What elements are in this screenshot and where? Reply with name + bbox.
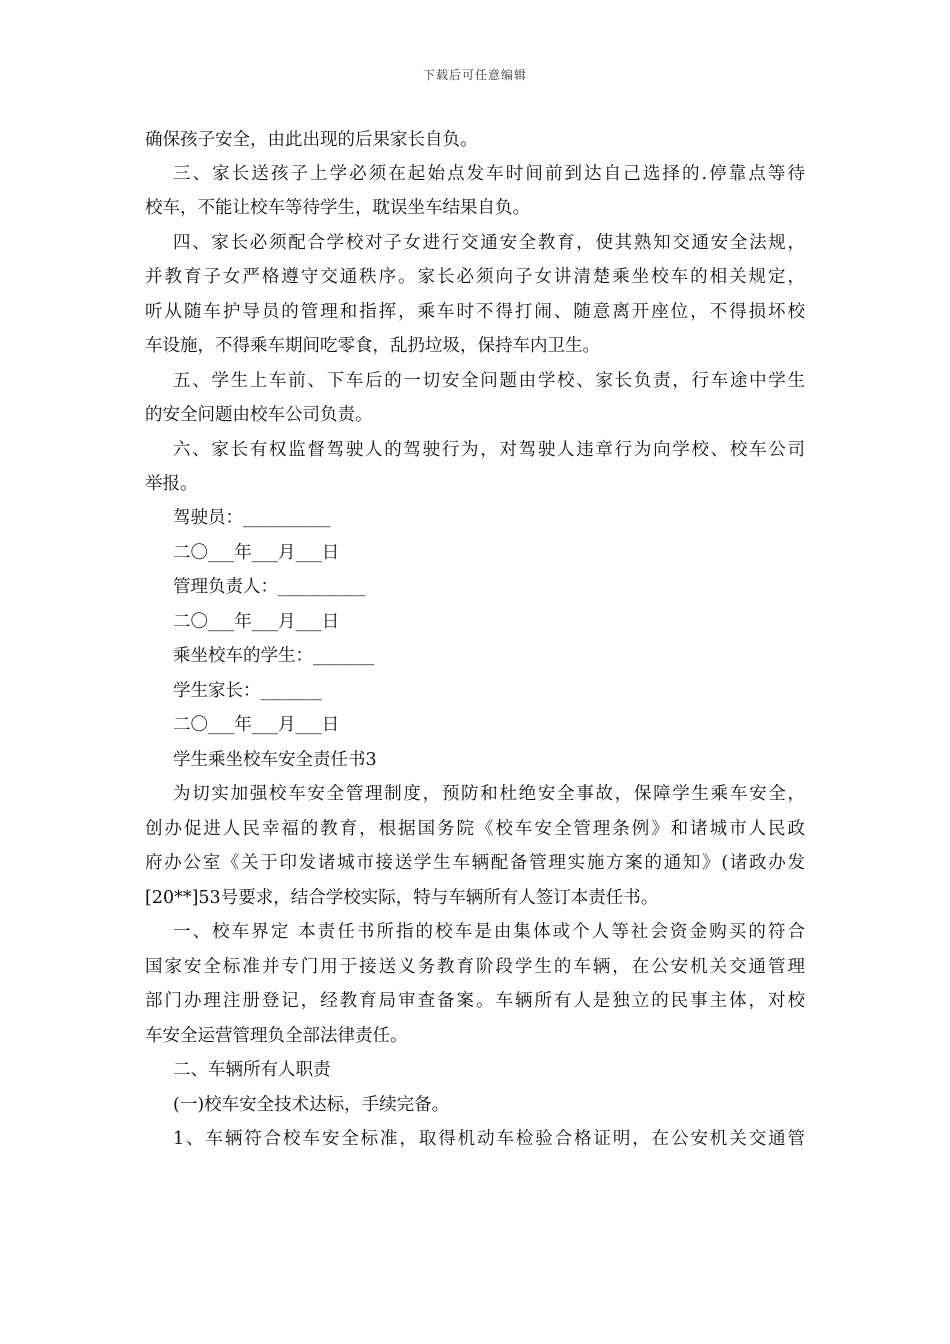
text-line: 并教育子女严格遵守交通秩序。家长必须向子女讲清楚乘坐校车的相关规定，: [145, 267, 805, 287]
text-line: 的安全问题由校车公司负责。: [145, 405, 373, 425]
date-line: 二〇___年___月___日: [173, 612, 340, 632]
text-line: 校车，不能让校车等待学生，耽误坐车结果自负。: [145, 198, 530, 218]
text-line: [20**]53号要求，结合学校实际，特与车辆所有人签订本责任书。: [145, 888, 659, 908]
text-line: 车设施，不得乘车期间吃零食，乱扔垃圾，保持车内卫生。: [145, 336, 600, 356]
signature-driver: 驾驶员：__________: [173, 508, 331, 528]
text-line: 一、校车界定 本责任书所指的校车是由集体或个人等社会资金购买的符合: [173, 922, 805, 942]
page-header-note: 下载后可任意编辑: [422, 68, 527, 82]
text-line: 五、学生上车前、下车后的一切安全问题由学校、家长负责，行车途中学生: [173, 371, 805, 391]
date-line: 二〇___年___月___日: [173, 543, 340, 563]
subsection-title: 二、车辆所有人职责: [173, 1060, 331, 1080]
text-line: 听从随车护导员的管理和指挥，乘车时不得打闹、随意离开座位，不得损坏校: [145, 302, 805, 322]
text-line: 车安全运营管理负全部法律责任。: [145, 1026, 408, 1046]
text-line: 国家安全标准并专门用于接送义务教育阶段学生的车辆，在公安机关交通管理: [145, 957, 805, 977]
text-line: 确保孩子安全，由此出现的后果家长自负。: [145, 130, 478, 150]
text-line: (一)校车安全技术达标，手续完备。: [173, 1095, 450, 1115]
text-line: 四、家长必须配合学校对子女进行交通安全教育，使其熟知交通安全法规，: [173, 233, 805, 253]
text-line: 为切实加强校车安全管理制度，预防和杜绝安全事故，保障学生乘车安全，: [173, 784, 805, 804]
signature-parent: 学生家长：_______: [173, 681, 322, 701]
text-line: 三、家长送孩子上学必须在起始点发车时间前到达自己选择的.停靠点等待: [173, 164, 805, 184]
text-line: 创办促进人民幸福的教育，根据国务院《校车安全管理条例》和诸城市人民政: [145, 819, 805, 839]
signature-student: 乘坐校车的学生：_______: [173, 646, 375, 666]
text-line: 1、车辆符合校车安全标准，取得机动车检验合格证明，在公安机关交通管: [173, 1129, 805, 1149]
text-line: 部门办理注册登记，经教育局审查备案。车辆所有人是独立的民事主体，对校: [145, 991, 805, 1011]
text-line: 府办公室《关于印发诸城市接送学生车辆配备管理实施方案的通知》(诸政办发: [145, 853, 805, 873]
text-line: 举报。: [145, 474, 198, 494]
text-line: 六、家长有权监督驾驶人的驾驶行为，对驾驶人违章行为向学校、校车公司: [173, 440, 805, 460]
date-line: 二〇___年___月___日: [173, 715, 340, 735]
section-title: 学生乘坐校车安全责任书3: [173, 750, 377, 770]
signature-manager: 管理负责人：__________: [173, 577, 366, 597]
